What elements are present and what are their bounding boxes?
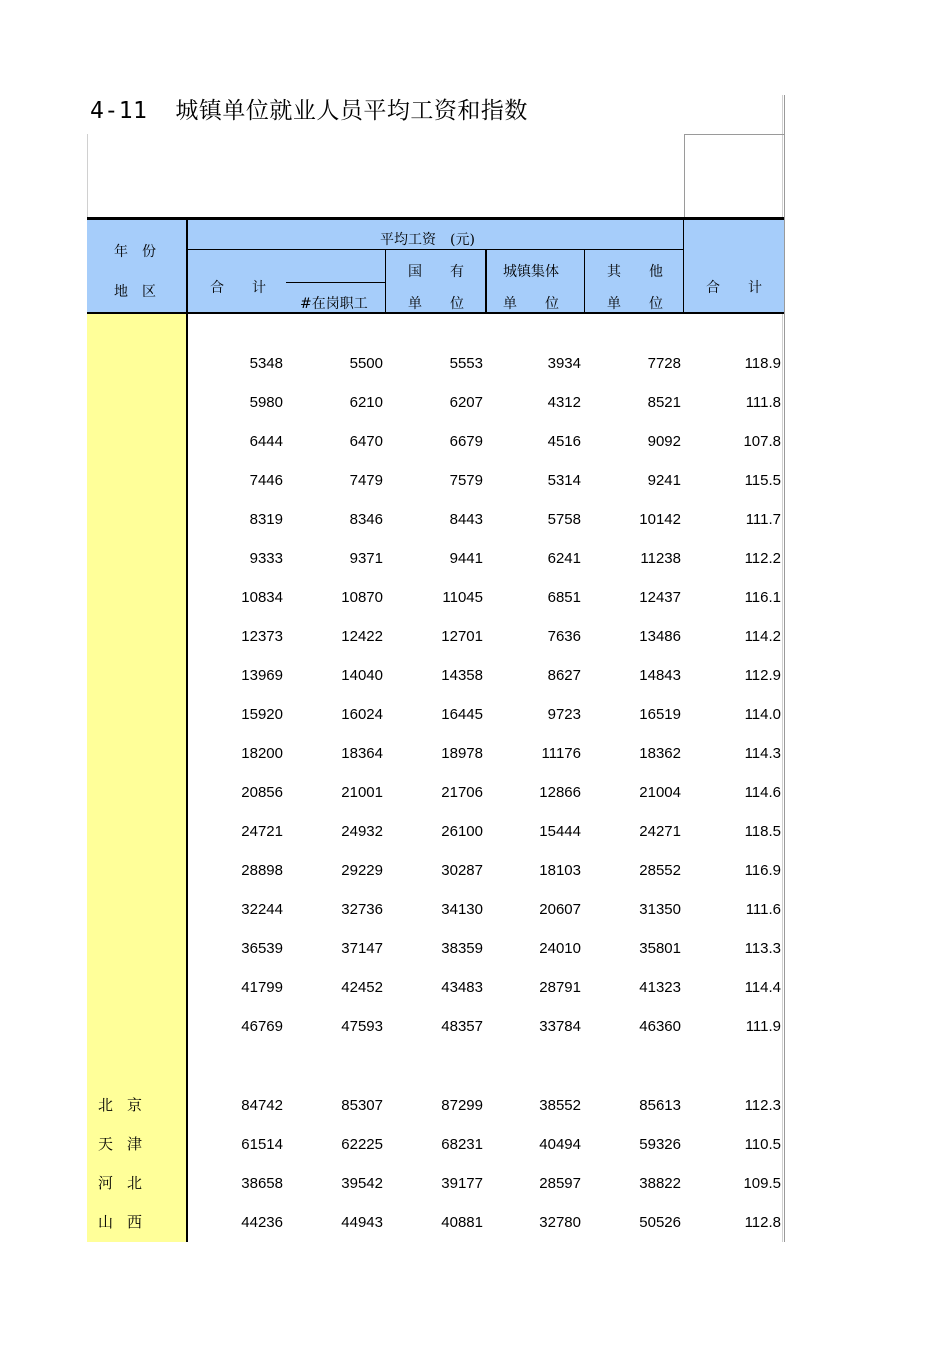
row-value-col6: 114.6 bbox=[744, 784, 781, 801]
row-value-col5: 46360 bbox=[639, 1018, 681, 1035]
row-value-col4: 40494 bbox=[539, 1136, 581, 1153]
row-value-col1: 15920 bbox=[241, 706, 283, 723]
row-region: 天津 bbox=[98, 1135, 157, 1153]
row-value-col5: 31350 bbox=[639, 901, 681, 918]
row-value-col5: 59326 bbox=[639, 1136, 681, 1153]
row-value-col2: 12422 bbox=[341, 628, 383, 645]
row-value-col4: 11176 bbox=[541, 745, 581, 762]
row-value-col5: 12437 bbox=[639, 589, 681, 606]
other-header-bottom: 单 位 bbox=[607, 296, 663, 312]
row-value-col5: 85613 bbox=[639, 1097, 681, 1114]
row-value-col4: 5314 bbox=[547, 472, 581, 489]
row-value-col3: 38359 bbox=[441, 940, 483, 957]
table-row bbox=[87, 695, 784, 734]
row-value-col6: 118.5 bbox=[744, 823, 781, 840]
row-value-col6: 114.0 bbox=[744, 706, 781, 723]
table-row bbox=[87, 1007, 784, 1046]
row-value-col2: 29229 bbox=[341, 862, 383, 879]
row-value-col6: 111.6 bbox=[745, 901, 781, 918]
row-value-col1: 5348 bbox=[249, 355, 283, 372]
row-value-col2: 9371 bbox=[349, 550, 383, 567]
row-value-col1: 9333 bbox=[249, 550, 283, 567]
row-value-col4: 3934 bbox=[547, 355, 581, 372]
row-value-col3: 68231 bbox=[441, 1136, 483, 1153]
row-value-col3: 18978 bbox=[441, 745, 483, 762]
table-row bbox=[87, 968, 784, 1007]
table-row bbox=[87, 1164, 784, 1203]
row-value-col4: 6851 bbox=[547, 589, 581, 606]
row-value-col5: 50526 bbox=[639, 1214, 681, 1231]
row-value-col6: 116.1 bbox=[744, 589, 781, 606]
row-value-col5: 41323 bbox=[639, 979, 681, 996]
row-value-col5: 7728 bbox=[647, 355, 681, 372]
table-row bbox=[87, 734, 784, 773]
row-value-col6: 114.2 bbox=[744, 628, 781, 645]
row-value-col6: 112.9 bbox=[744, 667, 781, 684]
collective-header-bottom: 单 位 bbox=[503, 296, 559, 312]
row-value-col1: 24721 bbox=[241, 823, 283, 840]
row-value-col3: 40881 bbox=[441, 1214, 483, 1231]
row-value-col1: 13969 bbox=[241, 667, 283, 684]
row-value-col1: 6444 bbox=[249, 433, 283, 450]
table-row bbox=[87, 929, 784, 968]
table-row bbox=[87, 812, 784, 851]
header-line bbox=[683, 220, 684, 314]
row-value-col2: 10870 bbox=[341, 589, 383, 606]
table-title-text: 城镇单位就业人员平均工资和指数 bbox=[175, 98, 528, 124]
row-value-col3: 43483 bbox=[441, 979, 483, 996]
row-value-col5: 9241 bbox=[647, 472, 681, 489]
table-title bbox=[90, 92, 528, 125]
row-value-col4: 4312 bbox=[547, 394, 581, 411]
row-value-col4: 4516 bbox=[547, 433, 581, 450]
row-value-col5: 21004 bbox=[639, 784, 681, 801]
year-header: 年 份 bbox=[114, 244, 156, 260]
table-row bbox=[87, 578, 784, 617]
row-value-col5: 10142 bbox=[639, 511, 681, 528]
row-value-col1: 38658 bbox=[241, 1175, 283, 1192]
row-value-col5: 24271 bbox=[639, 823, 681, 840]
avg-wage-header: 平均工资 (元) bbox=[380, 232, 475, 248]
row-value-col4: 33784 bbox=[539, 1018, 581, 1035]
row-value-col2: 85307 bbox=[341, 1097, 383, 1114]
row-value-col1: 61514 bbox=[241, 1136, 283, 1153]
total-header: 合 计 bbox=[210, 280, 266, 296]
row-value-col5: 9092 bbox=[647, 433, 681, 450]
row-value-col1: 10834 bbox=[241, 589, 283, 606]
row-value-col3: 9441 bbox=[449, 550, 483, 567]
header-line bbox=[485, 250, 487, 314]
row-value-col4: 38552 bbox=[539, 1097, 581, 1114]
row-value-col6: 111.8 bbox=[745, 394, 781, 411]
row-value-col4: 28791 bbox=[539, 979, 581, 996]
row-value-col1: 20856 bbox=[241, 784, 283, 801]
header-line bbox=[584, 250, 585, 314]
other-header-top: 其 他 bbox=[607, 264, 663, 280]
row-value-col1: 84742 bbox=[241, 1097, 283, 1114]
table-row bbox=[87, 500, 784, 539]
row-value-col2: 47593 bbox=[341, 1018, 383, 1035]
row-value-col6: 111.9 bbox=[745, 1018, 781, 1035]
row-value-col1: 32244 bbox=[241, 901, 283, 918]
row-value-col1: 36539 bbox=[241, 940, 283, 957]
row-value-col6: 111.7 bbox=[745, 511, 781, 528]
row-value-col2: 7479 bbox=[349, 472, 383, 489]
row-value-col2: 44943 bbox=[341, 1214, 383, 1231]
row-value-col4: 32780 bbox=[539, 1214, 581, 1231]
row-value-col4: 15444 bbox=[539, 823, 581, 840]
row-value-col4: 28597 bbox=[539, 1175, 581, 1192]
row-value-col5: 28552 bbox=[639, 862, 681, 879]
row-value-col2: 39542 bbox=[341, 1175, 383, 1192]
row-value-col3: 6679 bbox=[449, 433, 483, 450]
row-value-col5: 11238 bbox=[640, 550, 681, 567]
row-value-col6: 110.5 bbox=[744, 1136, 781, 1153]
table-row bbox=[87, 656, 784, 695]
row-value-col2: 37147 bbox=[341, 940, 383, 957]
row-region: 河北 bbox=[98, 1174, 157, 1192]
row-value-col3: 34130 bbox=[441, 901, 483, 918]
row-value-col1: 44236 bbox=[241, 1214, 283, 1231]
table-row bbox=[87, 1203, 784, 1242]
table-number: 4-11 bbox=[90, 98, 148, 124]
table-row bbox=[87, 1086, 784, 1125]
index-total-header: 合 计 bbox=[706, 280, 762, 296]
row-value-col3: 12701 bbox=[441, 628, 483, 645]
row-value-col3: 30287 bbox=[441, 862, 483, 879]
row-value-col2: 32736 bbox=[341, 901, 383, 918]
table-row bbox=[87, 422, 784, 461]
row-value-col3: 21706 bbox=[441, 784, 483, 801]
row-value-col3: 87299 bbox=[441, 1097, 483, 1114]
title-box-left-line bbox=[684, 134, 685, 218]
table-row bbox=[87, 539, 784, 578]
row-value-col5: 14843 bbox=[639, 667, 681, 684]
row-value-col3: 7579 bbox=[449, 472, 483, 489]
row-value-col5: 8521 bbox=[647, 394, 681, 411]
row-value-col6: 107.8 bbox=[743, 433, 781, 450]
state-owned-header-bottom: 单 位 bbox=[408, 296, 464, 312]
table-row bbox=[87, 461, 784, 500]
row-value-col6: 112.3 bbox=[744, 1097, 781, 1114]
row-value-col1: 7446 bbox=[249, 472, 283, 489]
row-value-col2: 18364 bbox=[341, 745, 383, 762]
header-line bbox=[186, 249, 683, 250]
row-value-col3: 14358 bbox=[441, 667, 483, 684]
row-value-col4: 24010 bbox=[539, 940, 581, 957]
sheet-left-edge bbox=[87, 134, 88, 218]
row-value-col3: 8443 bbox=[449, 511, 483, 528]
row-value-col4: 9723 bbox=[547, 706, 581, 723]
row-value-col4: 12866 bbox=[539, 784, 581, 801]
row-value-col5: 13486 bbox=[639, 628, 681, 645]
table-row bbox=[87, 890, 784, 929]
row-value-col3: 48357 bbox=[441, 1018, 483, 1035]
row-value-col6: 113.3 bbox=[744, 940, 781, 957]
region-header: 地 区 bbox=[114, 284, 156, 300]
row-value-col1: 18200 bbox=[241, 745, 283, 762]
table-row bbox=[87, 773, 784, 812]
row-value-col6: 114.4 bbox=[744, 979, 781, 996]
table-row bbox=[87, 617, 784, 656]
row-value-col2: 14040 bbox=[341, 667, 383, 684]
row-value-col6: 109.5 bbox=[743, 1175, 781, 1192]
row-value-col3: 11045 bbox=[442, 589, 483, 606]
row-value-col3: 16445 bbox=[441, 706, 483, 723]
row-value-col2: 6470 bbox=[349, 433, 383, 450]
sheet-right-edge bbox=[784, 95, 785, 1242]
row-value-col1: 46769 bbox=[241, 1018, 283, 1035]
table-row bbox=[87, 851, 784, 890]
row-value-col4: 8627 bbox=[547, 667, 581, 684]
row-value-col6: 114.3 bbox=[744, 745, 781, 762]
row-value-col1: 12373 bbox=[241, 628, 283, 645]
row-value-col1: 28898 bbox=[241, 862, 283, 879]
row-value-col2: 42452 bbox=[341, 979, 383, 996]
row-value-col2: 21001 bbox=[341, 784, 383, 801]
on-post-header: #在岗职工 bbox=[300, 296, 368, 312]
row-value-col5: 18362 bbox=[639, 745, 681, 762]
row-value-col6: 112.2 bbox=[744, 550, 781, 567]
row-value-col5: 16519 bbox=[639, 706, 681, 723]
table-row bbox=[87, 344, 784, 383]
row-value-col6: 118.9 bbox=[744, 355, 781, 372]
title-box-top-line bbox=[684, 134, 784, 135]
row-value-col3: 39177 bbox=[441, 1175, 483, 1192]
row-value-col1: 5980 bbox=[249, 394, 283, 411]
row-value-col4: 20607 bbox=[539, 901, 581, 918]
row-value-col5: 38822 bbox=[639, 1175, 681, 1192]
row-value-col1: 8319 bbox=[249, 511, 283, 528]
row-value-col6: 112.8 bbox=[744, 1214, 781, 1231]
state-owned-header-top: 国 有 bbox=[408, 264, 464, 280]
table-row bbox=[87, 1125, 784, 1164]
row-value-col4: 5758 bbox=[547, 511, 581, 528]
table-row bbox=[87, 383, 784, 422]
row-value-col2: 5500 bbox=[349, 355, 383, 372]
row-value-col2: 62225 bbox=[341, 1136, 383, 1153]
row-value-col6: 115.5 bbox=[744, 472, 781, 489]
row-value-col2: 8346 bbox=[349, 511, 383, 528]
row-value-col5: 35801 bbox=[639, 940, 681, 957]
row-value-col2: 24932 bbox=[341, 823, 383, 840]
row-value-col3: 5553 bbox=[449, 355, 483, 372]
header-line bbox=[385, 250, 386, 314]
collective-header-top: 城镇集体 bbox=[503, 264, 559, 280]
row-value-col1: 41799 bbox=[241, 979, 283, 996]
row-value-col2: 6210 bbox=[349, 394, 383, 411]
header-line bbox=[286, 282, 386, 283]
row-value-col4: 6241 bbox=[547, 550, 581, 567]
row-value-col2: 16024 bbox=[341, 706, 383, 723]
row-region: 山西 bbox=[98, 1213, 157, 1231]
row-value-col3: 26100 bbox=[441, 823, 483, 840]
row-value-col6: 116.9 bbox=[744, 862, 781, 879]
table-header bbox=[87, 217, 784, 314]
row-value-col4: 7636 bbox=[547, 628, 581, 645]
row-value-col3: 6207 bbox=[449, 394, 483, 411]
row-region: 北京 bbox=[98, 1096, 157, 1114]
row-value-col4: 18103 bbox=[539, 862, 581, 879]
